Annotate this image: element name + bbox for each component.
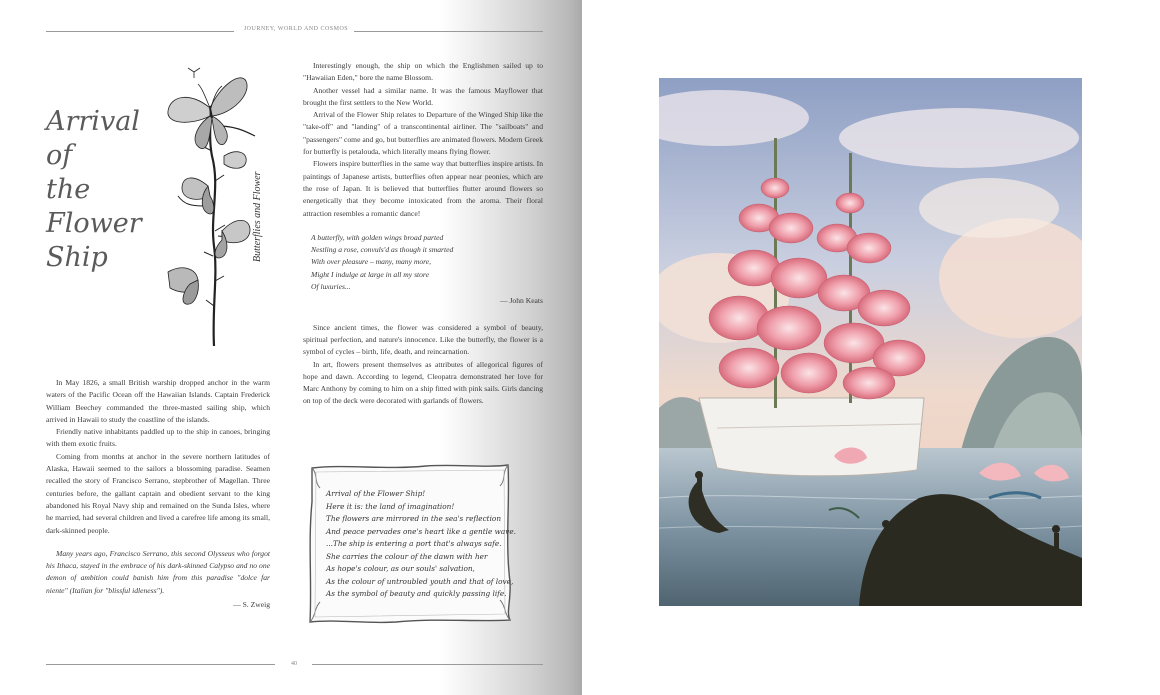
keats-attribution: — John Keats [499,296,543,306]
poem-line: ...The ship is entering a port that's always safe. [326,539,502,548]
poem [326,488,516,601]
footer-rule-left [46,664,275,665]
paragraph: Flowers inspire butterflies in the same way that butterflies inspire artists. In paintings of Japanese artists, butterflies often appear near peonies, which are the rose of Japan. It is believed that butterflies flutter around flowers so energetically that they become intoxicated from the aroma. Their floral attraction resembles a romantic dance! [303,159,543,218]
paragraph: Another vessel had a similar name. It was the famous Mayflower that brought the first settlers to the New World. [303,85,543,107]
poem-line: As hope's colour, as our souls' salvation, [326,564,475,573]
paragraph: In art, flowers present themselves as attributes of allegorical figures of hope and dawn. According to legend, Cleopatra demonstrated her love for Marc Anthony by coming to him on a ship fitted with pink sails. Girls dancing on top of the deck were decorated with garlands of flowers. [303,359,543,406]
title-line: Flower [46,208,142,239]
poem-line: As the colour of untroubled youth and that of love, [326,576,514,586]
paragraph: Since ancient times, the flower was considered a symbol of beauty, spiritual perfection, and nature's innocence. Like the butterfly, the flower is a symbol of cycles – birth, life, death, and reincarnation. [303,322,543,357]
paragraph: In May 1826, a small British warship dropped anchor in the warm waters of the Pacific Ocean off the Hawaiian Islands. Captain Frederick William Beechey commanded the three-masted sailing ship, which arrived in Hawaii to study the coastline of the islands. [46,378,270,424]
keats-line: A butterfly, with golden wings broad parted [311,232,444,242]
keats-line: Of luxuries... [311,282,351,292]
zweig-quote-text: Many years ago, Francisco Serrano, this second Olysseus who forgot his Ithaca, stayed in the embrace of his dark-skinned Calypso and no one demon of ambition could banish him from this paradise "dolce far niente" (Italian for "blissful idleness"). [46,548,270,595]
poem-line: She carries the colour of the dawn with her [326,551,488,561]
poem-line: Here it is: the land of imagination! [326,501,455,511]
keats-line: With over pleasure – many, many more, [311,257,432,267]
zweig-attribution: — S. Zweig [233,600,270,610]
butterflies-illustration [160,56,286,348]
poem-line: Arrival of the Flower Ship! [326,489,426,498]
footer-rule-right [312,664,543,665]
article-title [46,105,142,275]
poem-line: As the symbol of beauty and quickly passing life. [326,589,507,598]
paragraph: Interestingly enough, the ship on which the Englishmen sailed up to "Hawaiian Eden," bore the name Blossom. [303,61,543,83]
illustration-caption: Butterflies and Flower [252,171,263,262]
zweig-quote [46,548,270,611]
title-line: the [46,174,91,205]
keats-quote [303,232,543,308]
poem-line: The flowers are mirrored in the sea's reflection [326,514,502,523]
paragraph: Friendly native inhabitants paddled up to the ship in canoes, bringing with them exotic fruits. [46,427,270,449]
flower-ship-painting [659,78,1082,606]
header-rule-right [354,31,543,32]
paragraph: Arrival of the Flower Ship relates to Departure of the Winged Ship like the "take-off" and "landing" of a transcontinental airliner. The "sailboats" and "passengers" come and go, but butterflies are animated flowers. Modern Greek for butterfly is petalouda, which literally means flying flower. [303,110,543,157]
title-line: Ship [46,242,108,273]
poem-line: And peace pervades one's heart like a gentle wave. [326,526,516,536]
title-line: Arrival [46,106,140,137]
keats-line: Nestling a rose, convuls'd as though it smarted [311,245,454,255]
page-number: 40 [291,661,297,667]
running-title: JOURNEY, WORLD AND COSMOS [243,26,349,32]
column-2 [303,60,543,408]
column-1 [46,377,270,611]
header-rule-left [46,31,234,32]
keats-line: Might I indulge at large in all my store [311,269,429,279]
paragraph: Coming from months at anchor in the severe northern latitudes of Alaska, Hawaii seemed to the sailors a blossoming paradise. Seamen recalled the story of Francisco Serrano, stepbrother of Magellan. Three centuries before, the gallant captain and obedient servant to the king abandoned his Royal Navy ship and remained on the Sunda Isles, where he married, had several children and lived a carefree life among its small, dark-skinned people. [46,451,270,535]
title-line: of [46,140,73,171]
